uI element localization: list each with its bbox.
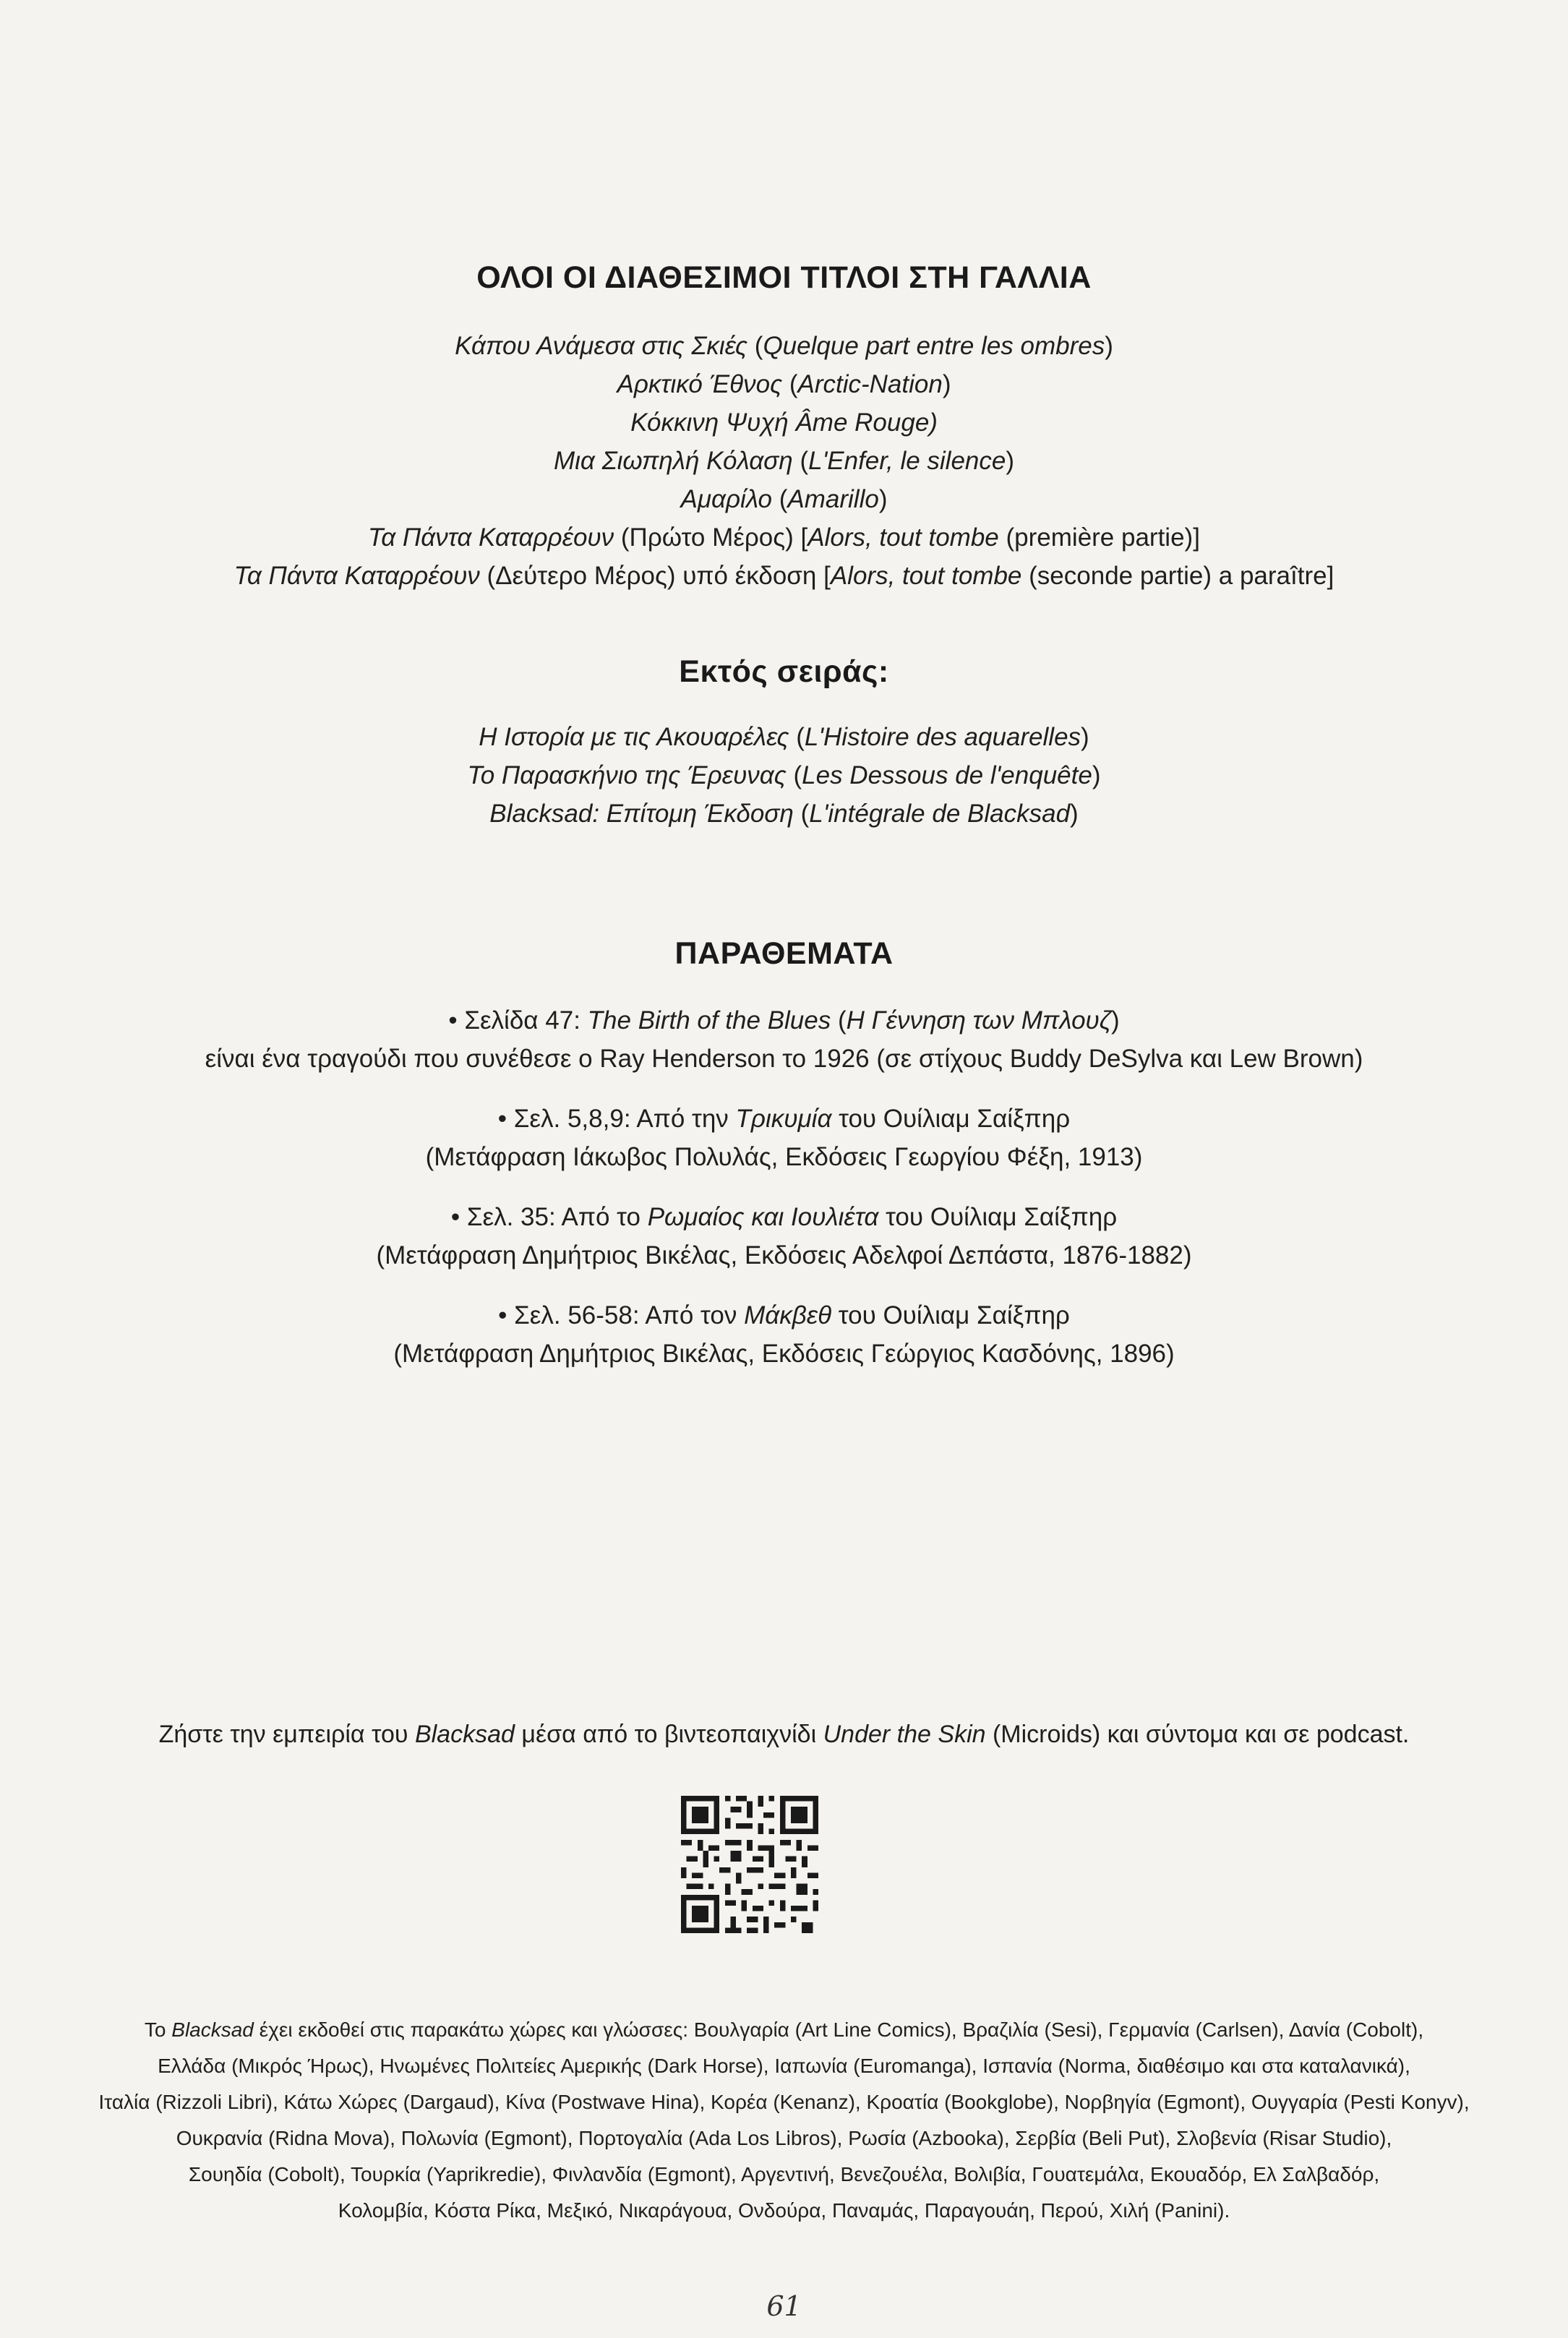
title-item: Κάπου Ανάμεσα στις Σκιές (Quelque part entre les ombres) <box>455 332 1113 360</box>
section-quotations <box>0 936 1568 972</box>
title-list <box>0 327 1568 595</box>
section-heading-quotations: ΠΑΡΑΘΕΜΑΤΑ <box>674 936 894 971</box>
quote-entry: • Σελ. 56-58: Από τον Μάκβεθ του Ουίλιαμ Σαίξπηρ (Μετάφραση Δημήτριος Βικέλας, Εκδόσεις Γεώργιος Κασδόνης, 1896) <box>393 1301 1175 1368</box>
title-item: Μια Σιωπηλή Κόλαση (L'Enfer, le silence) <box>553 447 1015 475</box>
section-all-titles <box>0 260 1568 296</box>
qr-code-icon[interactable] <box>681 1796 818 1933</box>
title-item: Αμαρίλο (Amarillo) <box>680 485 888 513</box>
title-item: Τα Πάντα Καταρρέουν (Πρώτο Μέρος) [Alors, tout tombe (première partie)] <box>368 523 1200 552</box>
quote-entry: • Σελ. 35: Από το Ρωμαίος και Ιουλιέτα του Ουίλιαμ Σαίξπηρ (Μετάφραση Δημήτριος Βικέλας, Εκδόσεις Αδελφοί Δεπάστα, 1876-1882) <box>376 1203 1192 1269</box>
quote-entry: • Σελίδα 47: The Birth of the Blues (Η Γέννηση των Μπλουζ) είναι ένα τραγούδι που συνέθεσε ο Ray Henderson το 1926 (σε στίχους Buddy DeSylva και Lew Brown) <box>205 1006 1363 1073</box>
countries-paragraph: Το Blacksad έχει εκδοθεί στις παρακάτω χώρες και γλώσσες: Βουλγαρία (Art Line Comics), Βραζιλία (Sesi), Γερμανία (Carlsen), Δανία (Cobolt), Ελλάδα (Μικρός Ήρως), Ηνωμένες Πολιτείες Αμερικής (Dark Horse), Ιαπωνία (Euromanga), Ισπανία (Norma, διαθέσιμο και στα καταλανικά), Ιταλία (Rizzoli Libri), Κάτω Χώρες (Dargaud), Κίνα (Postwave Hina), Κορέα (Kenanz), Κροατία (Bookglobe), Νορβηγία (Egmont), Ουγγαρία (Pesti Konyv), Ουκρανία (Ridna Mova), Πολωνία (Egmont), Πορτογαλία (Ada Los Libros), Ρωσία (Azbooka), Σερβία (Beli Put), Σλοβενία (Risar Studio), Σουηδία (Cobolt), Τουρκία (Yaprikredie), Φινλανδία (Egmont), Αργεντινή, Βενεζουέλα, Βολιβία, Γουατεμάλα, Εκουαδόρ, Ελ Σαλβαδόρ, Κολομβία, Κόστα Ρίκα, Μεξικό, Νικαράγουα, Ονδούρα, Παναμάς, Παραγουάη, Περού, Χιλή (Panini). <box>98 2018 1470 2222</box>
title-item: Αρκτικό Έθνος (Arctic-Nation) <box>617 370 951 398</box>
extra-item: Blacksad: Επίτομη Έκδοση (L'intégrale de Blacksad) <box>489 800 1079 828</box>
section-extras <box>0 654 1568 690</box>
promo-line: Ζήστε την εμπειρία του Blacksad μέσα από το βιντεοπαιχνίδι Under the Skin (Microids) και σύντομα και σε podcast. <box>158 1721 1410 1748</box>
page-number: 61 <box>766 2290 802 2322</box>
quote-entry: • Σελ. 5,8,9: Από την Τρικυμία του Ουίλιαμ Σαίξπηρ (Μετάφραση Ιάκωβος Πολυλάς, Εκδόσεις Γεωργίου Φέξη, 1913) <box>425 1105 1143 1171</box>
extra-item: Η Ιστορία με τις Ακουαρέλες (L'Histoire des aquarelles) <box>479 723 1089 751</box>
title-item: Τα Πάντα Καταρρέουν (Δεύτερο Μέρος) υπό έκδοση [Alors, tout tombe (seconde partie) a paraître] <box>234 562 1334 590</box>
extra-item: Το Παρασκήνιο της Έρευνας (Les Dessous de l'enquête) <box>467 761 1101 789</box>
title-item: Κόκκινη Ψυχή Âme Rouge) <box>630 408 938 437</box>
quotations-list <box>0 1001 1568 1395</box>
section-heading-titles: ΟΛΟΙ ΟΙ ΔΙΑΘΕΣΙΜΟΙ ΤΙΤΛΟΙ ΣΤΗ ΓΑΛΛΙΑ <box>476 260 1092 295</box>
extras-list <box>0 718 1568 833</box>
section-heading-extras: Εκτός σειράς: <box>679 654 889 689</box>
